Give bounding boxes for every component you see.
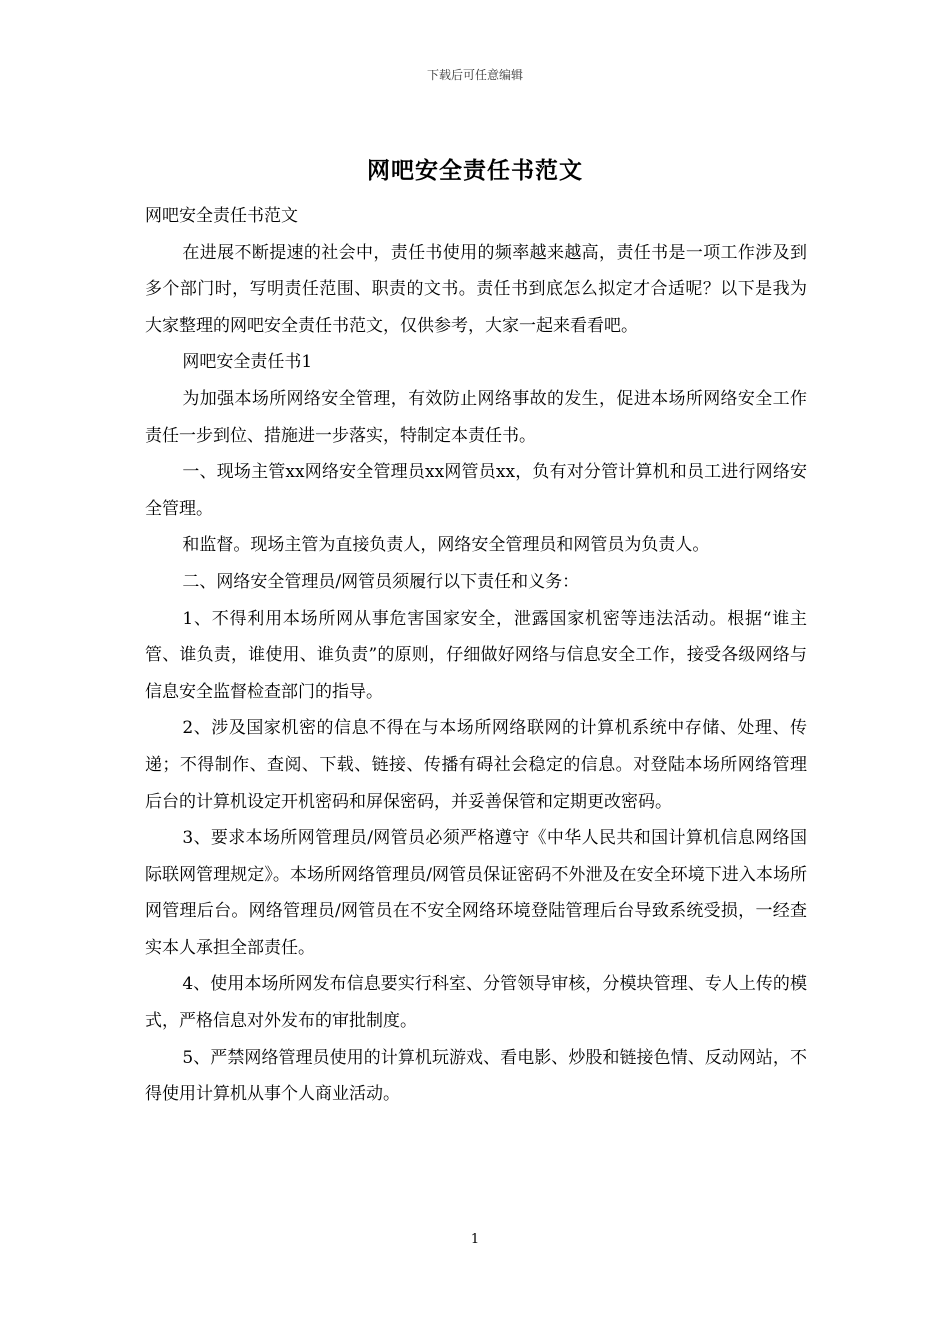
list-item-paragraph: 5、严禁网络管理员使用的计算机玩游戏、看电影、炒股和链接色情、反动网站，不得使用计算机从事个人商业活动。: [145, 1047, 807, 1105]
list-item-paragraph: 4、使用本场所网发布信息要实行科室、分管领导审核，分模块管理、专人上传的模式，严格信息对外发布的审批制度。: [145, 974, 807, 1032]
document-body: [145, 198, 807, 1113]
body-paragraph: 为加强本场所网络安全管理，有效防止网络事故的发生，促进本场所网络安全工作责任一步到位、措施进一步落实，特制定本责任书。: [145, 388, 807, 446]
section-heading: 网吧安全责任书1: [182, 352, 313, 373]
subtitle-paragraph: 网吧安全责任书范文: [145, 206, 298, 226]
page-header-note: 下载后可任意编辑: [426, 68, 523, 82]
list-item-paragraph: 1、不得利用本场所网从事危害国家安全，泄露国家机密等违法活动。根据“谁主管、谁负责，谁使用、谁负责”的原则，仔细做好网络与信息安全工作，接受各级网络与信息安全监督检查部门的指导。: [145, 608, 807, 702]
document-title: 网吧安全责任书范文: [367, 157, 583, 184]
body-paragraph: 和监督。现场主管为直接负责人，网络安全管理员和网管员为负责人。: [182, 535, 710, 556]
body-paragraph: 一、现场主管xx网络安全管理员xx网管员xx，负有对分管计算机和员工进行网络安全管理。: [145, 462, 807, 519]
list-item-paragraph: 3、要求本场所网管理员/网管员必须严格遵守《中华人民共和国计算机信息网络国际联网管理规定》。本场所网络管理员/网管员保证密码不外泄及在安全环境下进入本场所网管理后台。网络管理员/网管员在不安全网络环境登陆管理后台导致系统受损，一经查实本人承担全部责任。: [145, 828, 807, 958]
intro-paragraph: 在进展不断提速的社会中，责任书使用的频率越来越高，责任书是一项工作涉及到多个部门时，写明责任范围、职责的文书。责任书到底怎么拟定才合适呢？以下是我为大家整理的网吧安全责任书范文，仅供参考，大家一起来看看吧。: [145, 242, 807, 336]
body-paragraph: 二、网络安全管理员/网管员须履行以下责任和义务：: [182, 571, 580, 592]
list-item-paragraph: 2、涉及国家机密的信息不得在与本场所网络联网的计算机系统中存储、处理、传递；不得制作、查阅、下载、链接、传播有碍社会稳定的信息。对登陆本场所网络管理后台的计算机设定开机密码和屏保密码，并妥善保管和定期更改密码。: [145, 718, 807, 812]
page-number: 1: [470, 1232, 480, 1247]
